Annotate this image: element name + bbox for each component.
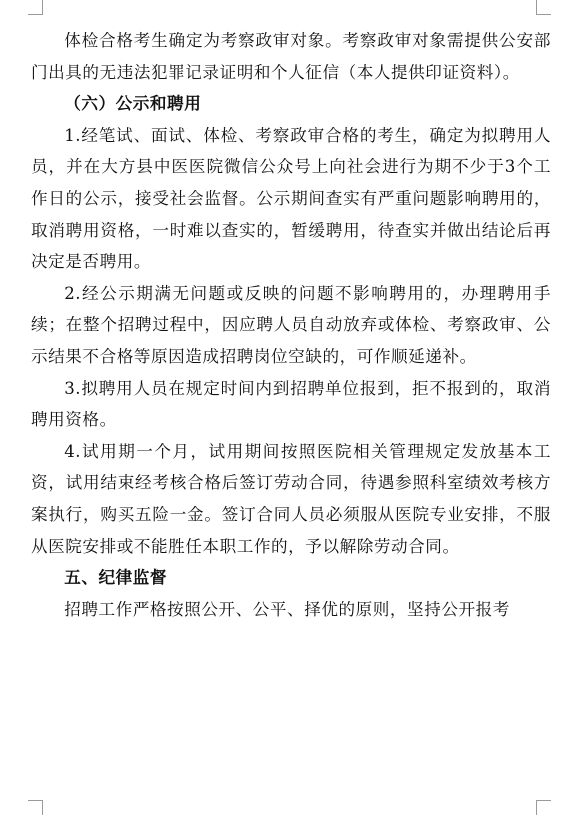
crop-mark-bottom-right [536, 800, 551, 815]
paragraph-reporting-deadline: 3.拟聘用人员在规定时间内到招聘单位报到，拒不报到的，取消聘用资格。 [31, 378, 551, 430]
paragraph-recruitment-principles: 招聘工作严格按照公开、公平、择优的原则，坚持公开报考 [64, 599, 510, 619]
section-heading-publicity-and-hiring: （六）公示和聘用 [64, 94, 202, 114]
paragraph-hiring-procedures: 2.经公示期满无问题或反映的问题不影响聘用的，办理聘用手续；在整个招聘过程中，因应聘人员自动放弃或体检、考察政审、公示结果不合格等原因造成招聘岗位空缺的，可作顺延递补。 [31, 283, 551, 366]
crop-mark-bottom-left [28, 800, 43, 815]
document-body [31, 25, 551, 625]
crop-mark-top-left [28, 0, 43, 15]
paragraph-review-requirements: 体检合格考生确定为考察政审对象。考察政审对象需提供公安部门出具的无违法犯罪记录证明和个人征信（本人提供印证资料）。 [31, 31, 551, 82]
paragraph-probation-period: 4.试用期一个月，试用期间按照医院相关管理规定发放基本工资，试用结束经考核合格后签订劳动合同，待遇参照科室绩效考核方案执行，购买五险一金。签订合同人员必须服从医院专业安排，不服从医院安排或不能胜任本职工作的，予以解除劳动合同。 [31, 441, 551, 556]
section-heading-discipline-supervision: 五、纪律监督 [64, 568, 168, 588]
paragraph-hiring-publicity: 1.经笔试、面试、体检、考察政审合格的考生，确定为拟聘用人员，并在大方县中医医院微信公众号上向社会进行为期不少于3个工作日的公示，接受社会监督。公示期间查实有严重问题影响聘用的，取消聘用资格，一时难以查实的，暂缓聘用，待查实并做出结论后再决定是否聘用。 [31, 125, 551, 272]
crop-mark-top-right [536, 0, 551, 15]
